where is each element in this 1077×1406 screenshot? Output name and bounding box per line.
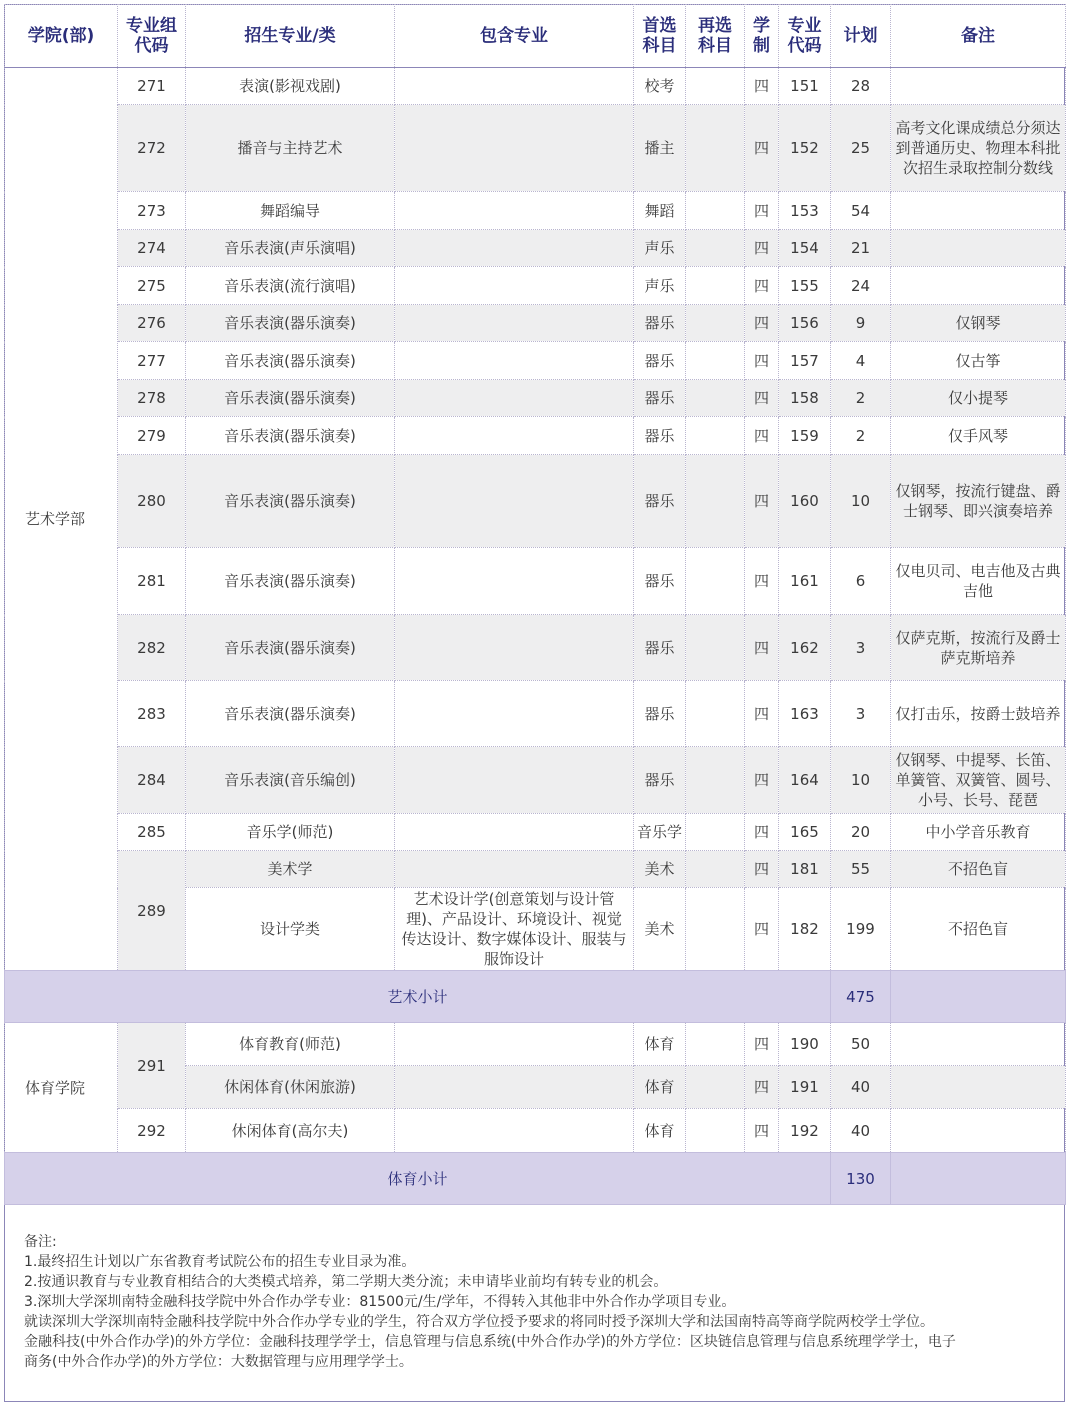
major-code-cell: 181 <box>779 851 831 888</box>
admission-plan-table <box>4 4 1066 1205</box>
duration-cell: 四 <box>745 267 779 305</box>
major-cell: 舞蹈编导 <box>186 192 395 230</box>
first-subject-cell: 舞蹈 <box>634 192 686 230</box>
remark-cell: 仅手风琴 <box>891 417 1066 455</box>
group-code-cell: 289 <box>118 851 186 971</box>
table-row <box>5 305 1066 342</box>
subtotal-value: 130 <box>831 1153 891 1205</box>
first-subject-cell: 播主 <box>634 105 686 192</box>
table-row <box>5 1023 1066 1066</box>
group-code-cell: 271 <box>118 68 186 105</box>
table-row <box>5 1109 1066 1153</box>
header-second-subject: 再选 科目 <box>686 5 745 68</box>
included-cell <box>395 1066 634 1109</box>
remark-cell: 仅小提琴 <box>891 380 1066 417</box>
subtotal-remark <box>891 1153 1066 1205</box>
group-code-cell: 277 <box>118 342 186 380</box>
subtotal-value: 475 <box>831 971 891 1023</box>
group-code-cell: 275 <box>118 267 186 305</box>
remark-cell <box>891 192 1066 230</box>
major-cell: 音乐表演(器乐演奏) <box>186 548 395 615</box>
included-cell <box>395 192 634 230</box>
second-subject-cell <box>686 1023 745 1066</box>
major-cell: 音乐表演(器乐演奏) <box>186 380 395 417</box>
second-subject-cell <box>686 851 745 888</box>
remark-cell: 仅钢琴 <box>891 305 1066 342</box>
duration-cell: 四 <box>745 851 779 888</box>
group-code-cell: 282 <box>118 615 186 681</box>
second-subject-cell <box>686 342 745 380</box>
included-cell <box>395 305 634 342</box>
group-code-cell: 279 <box>118 417 186 455</box>
remark-cell: 仅古筝 <box>891 342 1066 380</box>
group-code-cell: 284 <box>118 747 186 814</box>
note-line: 3.深圳大学深圳南特金融科技学院中外合作办学专业：81500元/生/学年，不得转入其他非中外合作办学项目专业。 <box>24 1294 736 1310</box>
major-cell: 休闲体育(休闲旅游) <box>186 1066 395 1109</box>
first-subject-cell: 器乐 <box>634 747 686 814</box>
duration-cell: 四 <box>745 1109 779 1153</box>
remark-cell <box>891 230 1066 267</box>
note-line: 就读深圳大学深圳南特金融科技学院中外合作办学专业的学生，符合双方学位授予要求的将同时授予深圳大学和法国南特高等商学院两校学士学位。 <box>24 1314 934 1330</box>
plan-cell: 199 <box>831 888 891 971</box>
included-cell <box>395 851 634 888</box>
group-code-cell: 274 <box>118 230 186 267</box>
plan-cell: 20 <box>831 814 891 851</box>
duration-cell: 四 <box>745 888 779 971</box>
table-row <box>5 455 1066 548</box>
major-cell: 音乐学(师范) <box>186 814 395 851</box>
second-subject-cell <box>686 548 745 615</box>
first-subject-cell: 器乐 <box>634 342 686 380</box>
plan-cell: 50 <box>831 1023 891 1066</box>
included-cell: 艺术设计学(创意策划与设计管理)、产品设计、环境设计、视觉传达设计、数字媒体设计、服装与服饰设计 <box>395 888 634 971</box>
included-cell <box>395 417 634 455</box>
duration-cell: 四 <box>745 230 779 267</box>
header-first-subject: 首选 科目 <box>634 5 686 68</box>
major-code-cell: 152 <box>779 105 831 192</box>
first-subject-cell: 体育 <box>634 1023 686 1066</box>
notes-title: 备注: <box>24 1234 57 1250</box>
plan-cell: 28 <box>831 68 891 105</box>
plan-cell: 9 <box>831 305 891 342</box>
major-cell: 播音与主持艺术 <box>186 105 395 192</box>
group-code-cell: 273 <box>118 192 186 230</box>
major-cell: 设计学类 <box>186 888 395 971</box>
remark-cell: 仅萨克斯，按流行及爵士萨克斯培养 <box>891 615 1066 681</box>
major-code-cell: 160 <box>779 455 831 548</box>
remark-cell: 高考文化课成绩总分须达到普通历史、物理本科批次招生录取控制分数线 <box>891 105 1066 192</box>
first-subject-cell: 体育 <box>634 1109 686 1153</box>
header-remark: 备注 <box>891 5 1066 68</box>
remark-cell <box>891 1109 1066 1153</box>
remark-cell <box>891 68 1066 105</box>
first-subject-cell: 器乐 <box>634 681 686 747</box>
first-subject-cell: 音乐学 <box>634 814 686 851</box>
group-code-cell: 291 <box>118 1023 186 1109</box>
major-code-cell: 162 <box>779 615 831 681</box>
duration-cell: 四 <box>745 105 779 192</box>
table-row <box>5 851 1066 888</box>
included-cell <box>395 1109 634 1153</box>
duration-cell: 四 <box>745 681 779 747</box>
included-cell <box>395 681 634 747</box>
header-group-code: 专业组 代码 <box>118 5 186 68</box>
duration-cell: 四 <box>745 68 779 105</box>
first-subject-cell: 美术 <box>634 851 686 888</box>
table-row <box>5 342 1066 380</box>
major-code-cell: 190 <box>779 1023 831 1066</box>
major-code-cell: 164 <box>779 747 831 814</box>
duration-cell: 四 <box>745 615 779 681</box>
plan-cell: 2 <box>831 417 891 455</box>
plan-cell: 4 <box>831 342 891 380</box>
table-row <box>5 68 1066 105</box>
header-major: 招生专业/类 <box>186 5 395 68</box>
major-code-cell: 165 <box>779 814 831 851</box>
first-subject-cell: 声乐 <box>634 267 686 305</box>
duration-cell: 四 <box>745 747 779 814</box>
remark-cell: 中小学音乐教育 <box>891 814 1066 851</box>
second-subject-cell <box>686 888 745 971</box>
remark-cell <box>891 267 1066 305</box>
duration-cell: 四 <box>745 1066 779 1109</box>
college-cell: 体育学院 <box>5 1023 118 1153</box>
second-subject-cell <box>686 747 745 814</box>
duration-cell: 四 <box>745 1023 779 1066</box>
college-cell: 艺术学部 <box>5 68 118 971</box>
plan-cell: 10 <box>831 455 891 548</box>
plan-cell: 2 <box>831 380 891 417</box>
second-subject-cell <box>686 380 745 417</box>
duration-cell: 四 <box>745 192 779 230</box>
first-subject-cell: 校考 <box>634 68 686 105</box>
plan-cell: 40 <box>831 1109 891 1153</box>
subtotal-row <box>5 971 1066 1023</box>
included-cell <box>395 455 634 548</box>
included-cell <box>395 380 634 417</box>
second-subject-cell <box>686 1109 745 1153</box>
table-row <box>5 380 1066 417</box>
note-line: 金融科技(中外合作办学)的外方学位：金融科技理学学士，信息管理与信息系统(中外合作办学)的外方学位：区块链信息管理与信息系统理学学士，电子 <box>24 1334 956 1350</box>
major-code-cell: 192 <box>779 1109 831 1153</box>
group-code-cell: 272 <box>118 105 186 192</box>
duration-cell: 四 <box>745 548 779 615</box>
second-subject-cell <box>686 455 745 548</box>
major-cell: 音乐表演(器乐演奏) <box>186 455 395 548</box>
remark-cell: 仅钢琴，按流行键盘、爵士钢琴、即兴演奏培养 <box>891 455 1066 548</box>
header-included: 包含专业 <box>395 5 634 68</box>
subtotal-label: 艺术小计 <box>5 971 831 1023</box>
major-cell: 休闲体育(高尔夫) <box>186 1109 395 1153</box>
note-line: 商务(中外合作办学)的外方学位：大数据管理与应用理学学士。 <box>24 1354 413 1370</box>
header-plan: 计划 <box>831 5 891 68</box>
table-row <box>5 105 1066 192</box>
major-code-cell: 191 <box>779 1066 831 1109</box>
included-cell <box>395 267 634 305</box>
duration-cell: 四 <box>745 342 779 380</box>
major-cell: 音乐表演(器乐演奏) <box>186 342 395 380</box>
second-subject-cell <box>686 417 745 455</box>
major-cell: 表演(影视戏剧) <box>186 68 395 105</box>
included-cell <box>395 747 634 814</box>
remark-cell: 仅电贝司、电吉他及古典吉他 <box>891 548 1066 615</box>
subtotal-row <box>5 1153 1066 1205</box>
included-cell <box>395 615 634 681</box>
first-subject-cell: 体育 <box>634 1066 686 1109</box>
table-row <box>5 230 1066 267</box>
included-cell <box>395 230 634 267</box>
major-code-cell: 154 <box>779 230 831 267</box>
table-row <box>5 814 1066 851</box>
second-subject-cell <box>686 105 745 192</box>
included-cell <box>395 68 634 105</box>
second-subject-cell <box>686 681 745 747</box>
table-row <box>5 417 1066 455</box>
included-cell <box>395 105 634 192</box>
included-cell <box>395 814 634 851</box>
major-cell: 音乐表演(器乐演奏) <box>186 615 395 681</box>
group-code-cell: 281 <box>118 548 186 615</box>
major-code-cell: 151 <box>779 68 831 105</box>
major-code-cell: 161 <box>779 548 831 615</box>
group-code-cell: 280 <box>118 455 186 548</box>
major-cell: 音乐表演(流行演唱) <box>186 267 395 305</box>
note-line: 2.按通识教育与专业教育相结合的大类模式培养，第二学期大类分流；未申请毕业前均有转专业的机会。 <box>24 1274 668 1290</box>
second-subject-cell <box>686 814 745 851</box>
major-code-cell: 155 <box>779 267 831 305</box>
notes-section <box>24 1232 1054 1372</box>
header-college: 学院(部) <box>5 5 118 68</box>
major-code-cell: 153 <box>779 192 831 230</box>
major-cell: 音乐表演(声乐演唱) <box>186 230 395 267</box>
group-code-cell: 278 <box>118 380 186 417</box>
first-subject-cell: 声乐 <box>634 230 686 267</box>
remark-cell: 不招色盲 <box>891 851 1066 888</box>
group-code-cell: 285 <box>118 814 186 851</box>
major-cell: 音乐表演(音乐编创) <box>186 747 395 814</box>
duration-cell: 四 <box>745 417 779 455</box>
table-row <box>5 267 1066 305</box>
header-duration: 学 制 <box>745 5 779 68</box>
group-code-cell: 276 <box>118 305 186 342</box>
table-row <box>5 192 1066 230</box>
remark-cell <box>891 1066 1066 1109</box>
second-subject-cell <box>686 68 745 105</box>
major-cell: 音乐表演(器乐演奏) <box>186 417 395 455</box>
duration-cell: 四 <box>745 380 779 417</box>
second-subject-cell <box>686 305 745 342</box>
plan-cell: 40 <box>831 1066 891 1109</box>
remark-cell <box>891 1023 1066 1066</box>
duration-cell: 四 <box>745 305 779 342</box>
first-subject-cell: 器乐 <box>634 548 686 615</box>
duration-cell: 四 <box>745 455 779 548</box>
major-cell: 音乐表演(器乐演奏) <box>186 305 395 342</box>
duration-cell: 四 <box>745 814 779 851</box>
plan-cell: 25 <box>831 105 891 192</box>
remark-cell: 仅钢琴、中提琴、长笛、单簧管、双簧管、圆号、小号、长号、琵琶 <box>891 747 1066 814</box>
major-cell: 音乐表演(器乐演奏) <box>186 681 395 747</box>
header-row <box>5 5 1066 68</box>
group-code-cell: 292 <box>118 1109 186 1153</box>
plan-cell: 21 <box>831 230 891 267</box>
note-line: 1.最终招生计划以广东省教育考试院公布的招生专业目录为准。 <box>24 1254 416 1270</box>
plan-cell: 3 <box>831 615 891 681</box>
subtotal-remark <box>891 971 1066 1023</box>
first-subject-cell: 器乐 <box>634 455 686 548</box>
included-cell <box>395 1023 634 1066</box>
table-row <box>5 747 1066 814</box>
major-code-cell: 182 <box>779 888 831 971</box>
header-major-code: 专业 代码 <box>779 5 831 68</box>
first-subject-cell: 器乐 <box>634 380 686 417</box>
first-subject-cell: 器乐 <box>634 305 686 342</box>
plan-cell: 54 <box>831 192 891 230</box>
table-row <box>5 548 1066 615</box>
plan-cell: 10 <box>831 747 891 814</box>
remark-cell: 仅打击乐，按爵士鼓培养 <box>891 681 1066 747</box>
second-subject-cell <box>686 615 745 681</box>
major-code-cell: 157 <box>779 342 831 380</box>
second-subject-cell <box>686 230 745 267</box>
included-cell <box>395 548 634 615</box>
remark-cell: 不招色盲 <box>891 888 1066 971</box>
second-subject-cell <box>686 1066 745 1109</box>
plan-cell: 6 <box>831 548 891 615</box>
first-subject-cell: 器乐 <box>634 417 686 455</box>
second-subject-cell <box>686 192 745 230</box>
plan-cell: 3 <box>831 681 891 747</box>
first-subject-cell: 器乐 <box>634 615 686 681</box>
included-cell <box>395 342 634 380</box>
plan-cell: 24 <box>831 267 891 305</box>
major-cell: 体育教育(师范) <box>186 1023 395 1066</box>
major-code-cell: 159 <box>779 417 831 455</box>
table-row <box>5 681 1066 747</box>
first-subject-cell: 美术 <box>634 888 686 971</box>
major-code-cell: 163 <box>779 681 831 747</box>
major-code-cell: 156 <box>779 305 831 342</box>
subtotal-label: 体育小计 <box>5 1153 831 1205</box>
table-row <box>5 615 1066 681</box>
second-subject-cell <box>686 267 745 305</box>
group-code-cell: 283 <box>118 681 186 747</box>
major-cell: 美术学 <box>186 851 395 888</box>
major-code-cell: 158 <box>779 380 831 417</box>
plan-cell: 55 <box>831 851 891 888</box>
